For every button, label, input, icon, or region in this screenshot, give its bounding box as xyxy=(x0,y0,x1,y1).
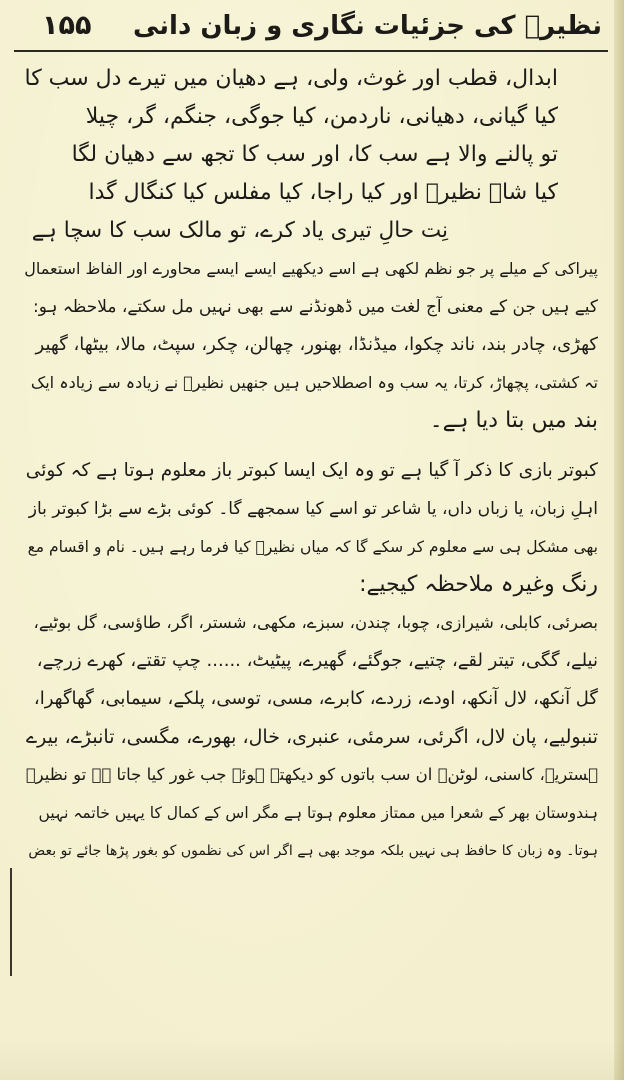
page-shadow xyxy=(0,1040,624,1080)
stanza-line: کیا گیانی، دھیانی، ناردمن، کیا جوگی، جنگم، گر، چیلا xyxy=(85,104,558,129)
paragraph-line: کھڑی، چادر بند، ناند چکوا، میڈنڈا، بھنور، چھالن، چکر، سپٹ، مالا، بیٹھا، گھیر xyxy=(35,334,598,355)
paragraph-line: گل آنکھ، لال آنکھ، اودے، زردے، کابرے، مسی، توسی، پلکے، سیمابی، گھاگھرا، xyxy=(33,688,598,709)
page-number: ۱۵۵ xyxy=(42,10,92,41)
paragraph-line: ہستریے، کاسنی، لوٹن۔ ان سب باتوں کو دیکھتے ہوئے جب غور کیا جاتا ہے تو نظیرؔ xyxy=(25,765,598,784)
header-rule xyxy=(14,50,608,52)
body-text xyxy=(24,60,598,870)
stanza-line: تو پالنے والا ہے سب کا، اور سب کا تجھ سے دھیان لگا xyxy=(71,142,558,167)
paragraph-line: بھی مشکل ہی سے معلوم کر سکے گا کہ میاں نظیرؔ کیا فرما رہے ہیں۔ نام و اقسام مع xyxy=(27,538,598,556)
stanza-line: ابدال، قطب اور غوث، ولی، ہے دھیان میں تیرے دل سب کا xyxy=(24,66,558,91)
paragraph-line: کبوتر بازی کا ذکر آ گیا ہے تو وہ ایک ایسا کبوتر باز معلوم ہوتا ہے کہ کوئی xyxy=(25,460,598,481)
paragraph-line: پیراکی کے میلے پر جو نظم لکھی ہے اسے دیکھیے ایسے ایسے محاورے اور الفاظ استعمال xyxy=(24,259,598,278)
paragraph-gap xyxy=(24,440,598,452)
paragraph-line: تنبولیے، پان لال، اگرئی، سرمئی، عنبری، خال، بھورے، مگسی، تانبڑے، بیرے xyxy=(25,726,598,748)
paragraph-line: ہوتا۔ وہ زبان کا حافظ ہی نہیں بلکہ موجد بھی ہے اگر اس کی نظموں کو بغور پڑھا جائے تو بعض xyxy=(28,843,598,859)
paragraph-line: کیے ہیں جن کے معنی آج لغت میں ڈھونڈنے سے بھی نہیں مل سکتے، ملاحظہ ہو: xyxy=(32,297,598,317)
stanza-line: کیا شاہ نظیرؔ اور کیا راجا، کیا مفلس کیا کنگال گدا xyxy=(88,180,558,205)
paragraph-line: نیلے، گگی، تیتر لقے، چتیے، جوگئے، گھیرے، پیٹیٹ، ...... چپ تقتے، کھرے زرچے، xyxy=(36,650,598,671)
running-head: نظیرؔ کی جزئیات نگاری و زبان دانی xyxy=(132,11,602,41)
stanza-line: نِت حالِ تیری یاد کرے، تو مالک سب کا سچا ہے xyxy=(31,218,448,243)
paragraph-line: اہلِ زبان، یا زباں داں، یا شاعر تو اسے کیا سمجھے گا۔ کوئی بڑے سے بڑا کبوتر باز xyxy=(28,499,598,519)
page-edge xyxy=(614,0,624,1080)
paragraph-line: ہندوستان بھر کے شعرا میں ممتاز معلوم ہوتا ہے مگر اس کے کمال کا یہیں خاتمہ نہیں xyxy=(38,804,598,822)
paragraph-line: بصرئی، کابلی، شیرازی، چوبا، چندن، سبزے، مکھی، شستر، اگر، طاؤسی، گل بوٹیے، xyxy=(33,613,598,632)
paragraph-line: بند میں بتا دیا ہے۔ xyxy=(429,408,598,433)
paragraph-line: تہ کشتی، پچھاڑ، کرتا، یہ سب وہ اصطلاحیں ہیں جنھیں نظیرؔ نے زیادہ سے زیادہ ایک xyxy=(30,373,598,392)
page-header xyxy=(14,4,608,52)
margin-mark xyxy=(10,868,12,976)
paragraph-line: رنگ وغیرہ ملاحظہ کیجیے: xyxy=(359,572,598,597)
